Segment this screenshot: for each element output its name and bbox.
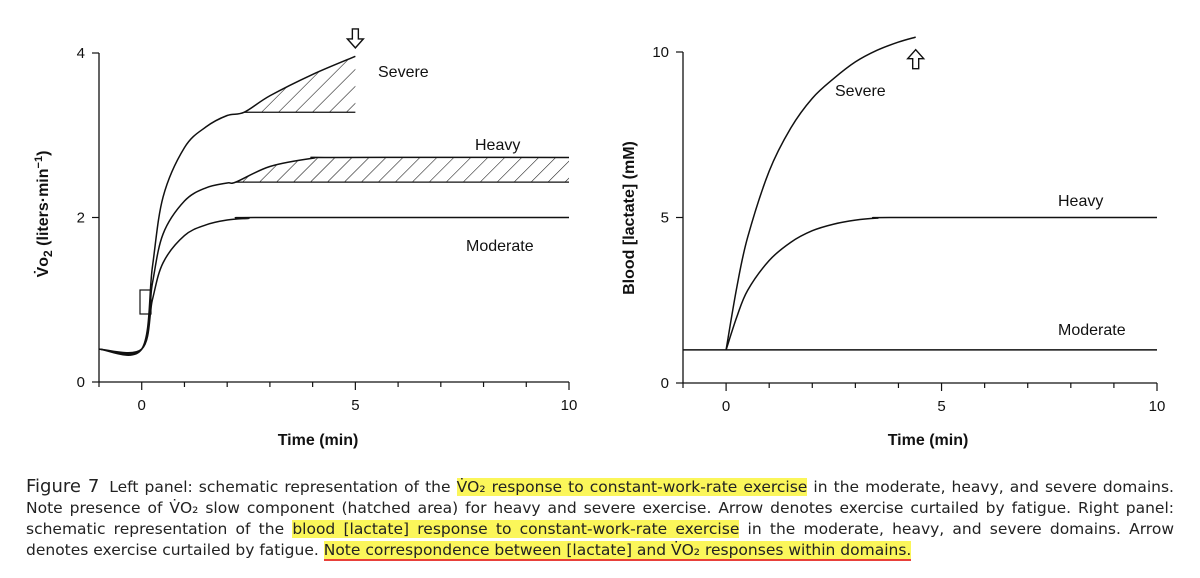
y-tick-label: 4 [76,45,85,62]
left-panel-vo2-chart [33,29,577,449]
caption-text: Left panel: schematic representation of the [109,478,457,496]
caption-text: in the moderate, heavy, and severe domains. Note presence of V̇O₂ slow component (hatched area) for heavy and severe exercise. Arrow denotes exercise curtailed by fatigue. Right panel: schematic representation of the [26,478,1174,538]
series-label-moderate: Moderate [466,238,534,255]
x-axis-title: Time (min) [887,432,969,449]
x-axis-title: Time (min) [277,432,359,449]
right-panel-lactate-chart [621,37,1165,449]
highlight-lactate-response: blood [lactate] response to constant-work-rate exercise [292,520,740,538]
y-tick-label: 10 [652,44,669,61]
y-tick-label: 2 [76,209,85,227]
fatigue-arrow-down-icon [347,29,363,48]
x-tick-label: 5 [351,397,360,414]
highlight-correspondence-note: Note correspondence between [lactate] and V̇O₂ responses within domains. [323,541,912,559]
series-label-moderate: Moderate [1058,322,1126,339]
y-axis-title: $V̇o_2$ $(liters\cdot\min^{-1})$ [33,150,55,278]
highlight-vo2-response: V̇O₂ response to constant-work-rate exercise [456,478,808,496]
hatched-area-heavy-slow-component [236,157,569,182]
series-label-heavy: Heavy [1058,193,1104,210]
x-tick-label: 10 [1148,398,1166,415]
series-label-heavy: Heavy [475,137,521,154]
figure-label: Figure 7 [26,476,100,497]
caption-text: in the moderate, heavy, and severe domains. Arrow denotes exercise curtailed by fatigue. [26,520,1175,559]
x-tick-label: 0 [137,397,146,414]
hatched-area-severe-slow-component [244,56,355,112]
series-line-severe [726,37,916,350]
series-label-severe: Severe [378,64,429,81]
y-axis-title: Blood [lactate] (mM) [621,141,638,295]
series-line-heavy [99,157,569,354]
x-tick-label: 10 [560,397,578,414]
figure-caption [26,476,1174,561]
series-label-severe: Severe [835,83,886,100]
y-tick-label: 0 [660,375,669,392]
y-tick-label: 5 [660,209,669,227]
x-tick-label: 5 [937,398,946,415]
x-tick-label: 0 [721,398,731,415]
y-tick-label: 0 [76,374,85,391]
fatigue-arrow-up-icon [908,50,924,69]
